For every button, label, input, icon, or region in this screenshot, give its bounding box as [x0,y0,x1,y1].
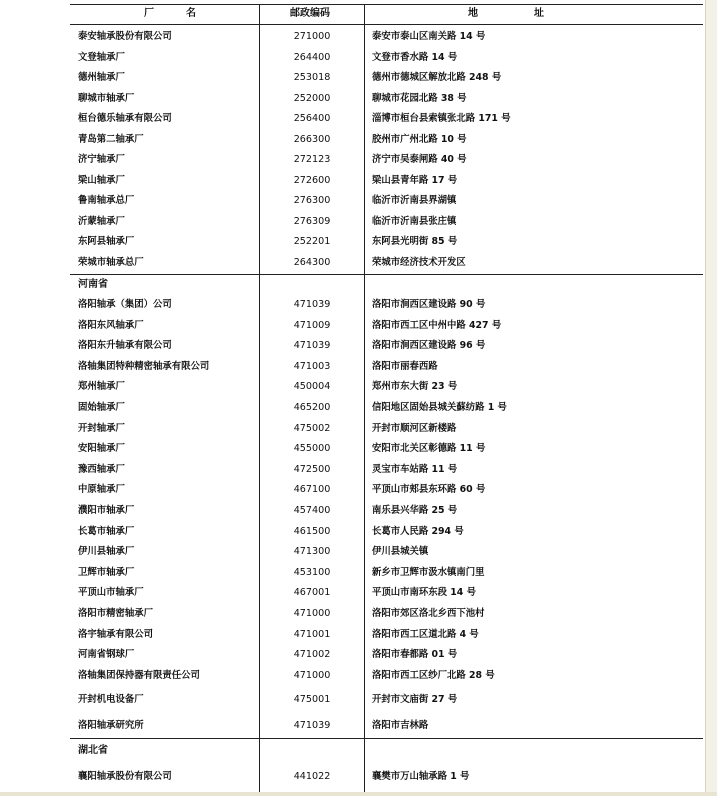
postal-code: 472500 [293,463,331,475]
table-row [0,645,705,665]
postal-code: 471000 [293,669,331,681]
address: 德州市德城区解放北路 248 号 [372,72,502,83]
postal-code: 276309 [293,215,331,227]
address: 淄博市桓台县索镇张北路 171 号 [372,113,511,124]
header-address-char-2: 址 [534,8,544,19]
address: 安阳市北关区彰德路 11 号 [372,443,486,455]
table-row [0,398,705,418]
postal-code: 253018 [293,72,331,83]
province-heading: 湖北省 [78,745,108,756]
address: 新乡市卫辉市汲水镇南门里 [372,566,485,578]
table-row [0,295,705,315]
postal-code: 471000 [293,608,331,619]
table-row [0,27,705,47]
factory-name: 卫辉市轴承厂 [78,566,135,578]
table-row [0,666,705,686]
postal-code: 441022 [293,771,331,782]
table-row [0,419,705,439]
address: 洛阳市西工区道北路 4 号 [372,628,479,640]
postal-code: 461500 [293,525,331,537]
address: 泰安市泰山区南关路 14 号 [372,31,486,42]
address: 洛阳市涧西区建设路 90 号 [372,299,486,310]
address: 伊川县城关镇 [372,546,429,558]
address: 荣城市经济技术开发区 [372,256,466,268]
postal-code: 453100 [293,566,331,578]
factory-name: 泰安轴承股份有限公司 [78,31,172,42]
address: 开封市顺河区新楼路 [372,422,457,434]
factory-name: 豫西轴承厂 [78,463,125,475]
factory-name: 青岛第二轴承厂 [78,133,144,145]
factory-name: 中原轴承厂 [78,484,125,496]
header-postal-code: 邮政编码 [290,8,330,19]
factory-name: 固始轴承厂 [78,402,125,413]
postal-code: 455000 [293,443,331,455]
table-row [0,563,705,583]
table-row [0,542,705,562]
postal-code: 467100 [293,484,331,496]
address: 平顶山市南环东段 14 号 [372,587,476,599]
postal-code: 465200 [293,402,331,413]
address: 平顶山市郏县东环路 60 号 [372,484,486,496]
postal-code: 471039 [293,299,331,310]
factory-name: 聊城市轴承厂 [78,92,135,104]
factory-name: 梁山轴承厂 [78,174,125,186]
factory-name: 洛轴集团保持器有限责任公司 [78,669,200,681]
factory-name: 洛阳轴承（集团）公司 [78,299,172,310]
factory-name: 洛宇轴承有限公司 [78,628,154,640]
postal-code: 475001 [293,694,331,705]
factory-name: 襄阳轴承股份有限公司 [78,771,172,782]
postal-code: 475002 [293,422,331,434]
postal-code: 471003 [293,360,331,372]
table-row [0,625,705,645]
factory-name: 伊川县轴承厂 [78,546,135,558]
factory-name: 德州轴承厂 [78,72,125,83]
table-row [0,522,705,542]
postal-code: 450004 [293,381,331,393]
table-row [0,767,705,787]
factory-name: 洛阳市精密轴承厂 [78,608,154,619]
address: 襄樊市万山轴承路 1 号 [372,771,470,782]
factory-name: 文登轴承厂 [78,51,125,63]
factory-name: 郑州轴承厂 [78,381,125,393]
table-row [0,191,705,211]
address: 东阿县光明街 85 号 [372,236,458,247]
header-factory-char-2: 名 [186,8,196,19]
address: 洛阳市吉林路 [372,720,429,731]
table-row [0,460,705,480]
postal-code: 471039 [293,340,331,352]
address: 胶州市广州北路 10 号 [372,133,467,145]
postal-code: 457400 [293,505,331,516]
address: 文登市香水路 14 号 [372,51,458,63]
postal-code: 276300 [293,195,331,206]
postal-code: 272123 [293,154,331,165]
table-row [0,232,705,252]
postal-code: 471001 [293,628,331,640]
postal-code: 256400 [293,113,331,124]
address: 梁山县青年路 17 号 [372,174,458,186]
table-row [0,89,705,109]
table-row [0,690,705,710]
postal-code: 264300 [293,256,331,268]
address: 洛阳市西工区中州中路 427 号 [372,319,502,331]
factory-name: 洛轴集团特种精密轴承有限公司 [78,360,210,372]
table-row [0,48,705,68]
address: 洛阳市郊区洛北乡西下池村 [372,608,485,619]
factory-name: 濮阳市轴承厂 [78,505,135,516]
table-row [0,480,705,500]
header-factory-char-1: 厂 [144,8,154,19]
factory-name: 洛阳东风轴承厂 [78,319,144,331]
table-row [0,501,705,521]
address: 信阳地区固始县城关蘇纺路 1 号 [372,402,507,413]
address: 临沂市沂南县张庄镇 [372,215,457,227]
table-row [0,377,705,397]
factory-name: 开封机电设备厂 [78,694,144,705]
table-row [0,68,705,88]
address: 洛阳市西工区纱厂北路 28 号 [372,669,495,681]
table-top-rule [70,4,703,5]
table-row [0,171,705,191]
postal-code: 272600 [293,174,331,186]
factory-name: 桓台德乐轴承有限公司 [78,113,172,124]
header-bottom-rule [70,24,703,25]
factory-name: 长葛市轴承厂 [78,525,135,537]
henan-section-rule [70,274,703,275]
address: 洛阳市涧西区建设路 96 号 [372,340,486,352]
address: 临沂市沂南县界湖镇 [372,195,457,206]
factory-name: 济宁轴承厂 [78,154,125,165]
factory-name: 鲁南轴承总厂 [78,195,135,206]
factory-name: 平顶山市轴承厂 [78,587,144,599]
postal-code: 467001 [293,587,331,599]
table-row [0,316,705,336]
table-row [0,109,705,129]
postal-code: 471009 [293,319,331,331]
factory-name: 安阳轴承厂 [78,443,125,455]
table-row [0,253,705,273]
factory-name: 东阿县轴承厂 [78,236,135,247]
table-row [0,130,705,150]
table-row [0,212,705,232]
hubei-section-rule [70,738,703,739]
table-row [0,583,705,603]
table-row [0,439,705,459]
postal-code: 252000 [293,92,331,104]
address: 郑州市东大街 23 号 [372,381,458,393]
factory-name: 洛阳东升轴承有限公司 [78,340,172,352]
province-heading: 河南省 [78,279,108,290]
postal-code: 471039 [293,720,331,731]
factory-name: 洛阳轴承研究所 [78,720,144,731]
postal-code: 471002 [293,649,331,661]
factory-name: 开封轴承厂 [78,422,125,434]
address: 济宁市吴泰闸路 40 号 [372,154,467,165]
address: 开封市文庙街 27 号 [372,694,458,705]
address: 洛阳市丽春西路 [372,360,438,372]
postal-code: 264400 [293,51,331,63]
address: 洛阳市春都路 01 号 [372,649,458,661]
table-row [0,336,705,356]
address: 灵宝市车站路 11 号 [372,463,458,475]
postal-code: 271000 [293,31,331,42]
table-row [0,604,705,624]
page-edge-right [705,0,717,796]
factory-name: 沂蒙轴承厂 [78,215,125,227]
table-row [0,150,705,170]
factory-name: 荣城市轴承总厂 [78,256,144,268]
address: 南乐县兴华路 25 号 [372,505,458,516]
factory-name: 河南省钢球厂 [78,649,135,661]
postal-code: 252201 [293,236,331,247]
page-edge-bottom [0,792,717,796]
postal-code: 471300 [293,546,331,558]
postal-code: 266300 [293,133,331,145]
table-row [0,357,705,377]
address: 聊城市花园北路 38 号 [372,92,467,104]
table-row [0,716,705,736]
header-address-char-1: 地 [468,8,478,19]
address: 长葛市人民路 294 号 [372,525,464,537]
